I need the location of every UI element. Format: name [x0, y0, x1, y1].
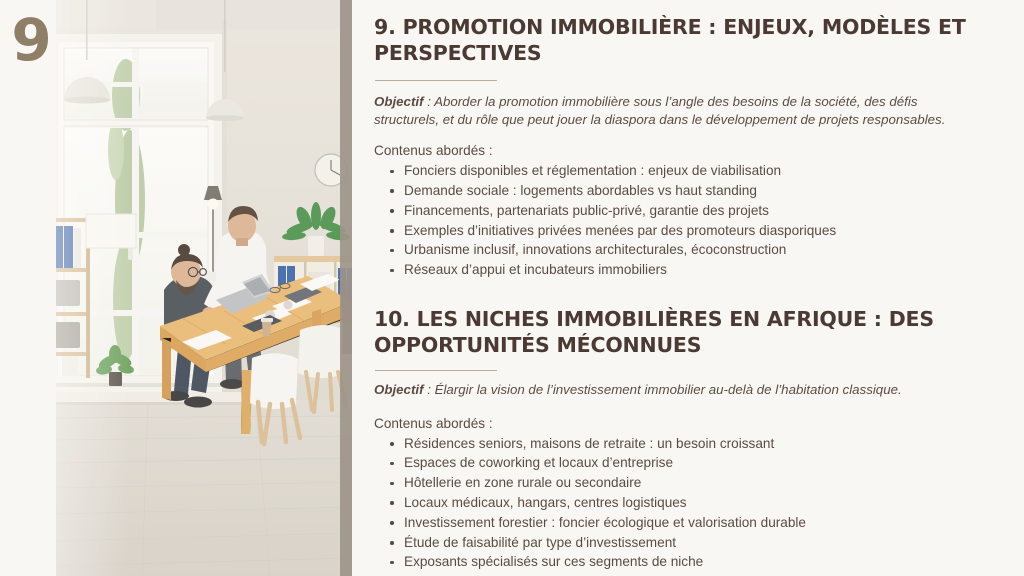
section-10-contents-label: Contenus abordés :: [374, 415, 493, 431]
section-10: [374, 306, 1002, 572]
section-spacer: [374, 280, 1002, 306]
office-photo-illustration: [56, 0, 352, 576]
list-item: Réseaux d’appui et incubateurs immobiliers: [374, 260, 1002, 280]
list-item: Demande sociale : logements abordables vs haut standing: [374, 181, 1002, 201]
slide-number: 9: [11, 6, 51, 74]
section-9-objective: [374, 93, 974, 128]
list-item: Résidences seniors, maisons de retraite : un besoin croissant: [374, 434, 1002, 454]
list-item: Exposants spécialisés sur ces segments de niche: [374, 552, 1002, 572]
section-10-divider: [375, 370, 497, 371]
section-10-objective: [374, 381, 974, 399]
section-10-bullet-list: [374, 434, 1002, 573]
section-9-divider: [375, 80, 497, 81]
list-item: Fonciers disponibles et réglementation : enjeux de viabilisation: [374, 161, 1002, 181]
section-9-bullet-list: [374, 161, 1002, 280]
section-9-objective-text: : Aborder la promotion immobilière sous l’angle des besoins de la société, des défis structurels, et du rôle que peut jouer la diaspora dans le développement de projets responsables.: [374, 94, 946, 127]
list-item: Locaux médicaux, hangars, centres logistiques: [374, 493, 1002, 513]
section-9-objective-label: Objectif: [374, 94, 424, 109]
section-9: [374, 14, 1002, 280]
section-9-contents-label: Contenus abordés :: [374, 143, 493, 159]
section-9-title: 9. PROMOTION IMMOBILIÈRE : ENJEUX, MODÈLES ET PERSPECTIVES: [374, 15, 966, 65]
section-10-objective-text: : Élargir la vision de l’investissement immobilier au-delà de l’habitation classique.: [423, 381, 902, 397]
list-item: Exemples d’initiatives privées menées par des promoteurs diasporiques: [374, 221, 1002, 241]
list-item: Investissement forestier : foncier écologique et valorisation durable: [374, 513, 1002, 533]
list-item: Urbanisme inclusif, innovations architecturales, écoconstruction: [374, 240, 1002, 260]
section-10-objective-label: Objectif: [374, 381, 424, 397]
list-item: Étude de faisabilité par type d’investissement: [374, 533, 1002, 553]
list-item: Hôtellerie en zone rurale ou secondaire: [374, 473, 1002, 493]
list-item: Financements, partenariats public-privé, garantie des projets: [374, 201, 1002, 221]
list-item: Espaces de coworking et locaux d’entreprise: [374, 453, 1002, 473]
office-photo: [56, 0, 352, 576]
section-10-title: 10. LES NICHES IMMOBILIÈRES EN AFRIQUE : DES OPPORTUNITÉS MÉCONNUES: [374, 306, 934, 357]
content-column: [374, 0, 1002, 576]
